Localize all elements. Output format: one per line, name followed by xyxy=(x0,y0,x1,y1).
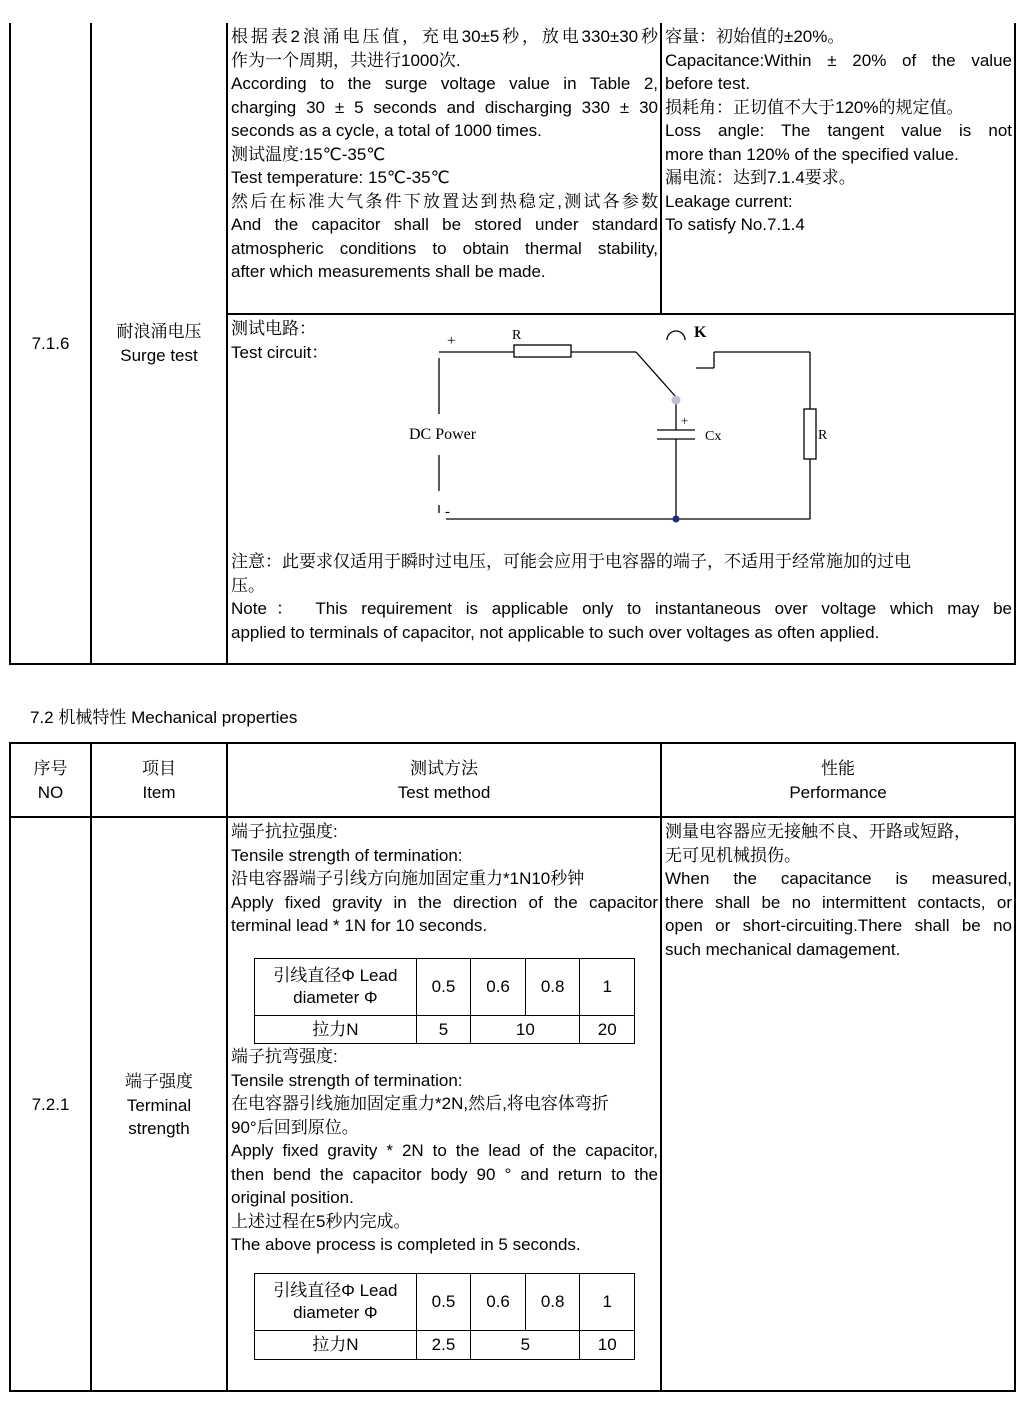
diameter-cell: 1 xyxy=(580,1274,635,1331)
diameter-cell: 0.5 xyxy=(416,959,471,1016)
circuit-switch-label: K xyxy=(694,324,707,341)
diameter-cell: 0.8 xyxy=(525,1274,580,1331)
circuit-cap-label: Cx xyxy=(705,429,722,444)
header-performance xyxy=(662,757,1014,804)
note-cn-line: 注意：此要求仅适用于瞬时过电压，可能会应用于电容器的端子，不适用于经常施加的过电 xyxy=(231,552,911,571)
surge-perf-line: Leakage current: xyxy=(665,191,793,211)
row-item xyxy=(92,1070,226,1141)
force-label: 拉力N xyxy=(255,1016,417,1044)
row-no: 7.2.1 xyxy=(31,1095,70,1114)
circuit-title-en: Test circuit： xyxy=(231,342,329,362)
row-item-en: strength xyxy=(128,1119,190,1138)
header-no-cn: 序号 xyxy=(33,759,68,778)
header-item-cn: 项目 xyxy=(142,759,176,778)
force-cell: 10 xyxy=(471,1016,580,1044)
diameter-cell: 0.8 xyxy=(525,959,580,1016)
surge-method-line: after which measurements shall be made. xyxy=(231,262,546,281)
surge-method-line: 作为一个周期，共进行1000次. xyxy=(231,50,461,70)
header-item-en: Item xyxy=(142,782,176,802)
circuit-resistor1-label: R xyxy=(512,328,522,343)
bend-line: 上述过程在5秒内完成。 xyxy=(231,1211,411,1231)
bend-line: The above process is completed in 5 seconds. xyxy=(231,1235,581,1254)
junction-dot xyxy=(673,516,680,523)
bend-line: then bend the capacitor body 90 ° and return to the xyxy=(231,1164,658,1184)
mech-perf-line: there shall be no intermittent contacts, or xyxy=(665,892,1012,912)
circuit-plus-label: + xyxy=(447,333,456,349)
bend-line: Tensile strength of termination: xyxy=(231,1070,463,1090)
mech-perf-line: such mechanical damagement. xyxy=(665,939,901,959)
force-label: 拉力N xyxy=(255,1331,417,1360)
note-en-line: applied to terminals of capacitor, not applicable to such over voltages as often applied. xyxy=(231,622,880,642)
diameter-cell: 1 xyxy=(580,959,635,1016)
mechanical-performance xyxy=(665,820,1012,961)
circuit-resistor2-label: R xyxy=(818,428,828,443)
header-method-en: Test method xyxy=(397,782,491,802)
mech-perf-line: When the capacitance is measured, xyxy=(665,869,1012,888)
surge-perf-line: Capacitance:Within ± 20% of the value xyxy=(665,50,1012,70)
bend-line: Apply fixed gravity * 2N to the lead of the capacitor, xyxy=(231,1141,658,1160)
force-cell: 10 xyxy=(580,1331,635,1360)
diameter-cell: 0.5 xyxy=(416,1274,471,1331)
tensile-method xyxy=(231,820,658,938)
surge-method-line: atmospheric conditions to obtain thermal stability, xyxy=(231,238,658,258)
circuit-title-cn: 测试电路： xyxy=(231,319,316,338)
mech-perf-line: 测量电容器应无接触不良、开路或短路， xyxy=(665,822,971,841)
tensile-line: 沿电容器端子引线方向施加固定重力*1N10秒钟 xyxy=(231,869,585,888)
tensile-force-table xyxy=(254,958,635,1044)
header-method-cn: 测试方法 xyxy=(410,759,478,778)
surge-method-line: 然后在标准大气条件下放置达到热稳定,测试各参数 xyxy=(231,191,658,211)
surge-no: 7.1.6 xyxy=(31,334,70,353)
header-method xyxy=(228,757,660,804)
bend-line: original position. xyxy=(231,1188,354,1207)
lead-diameter-header-line2: diameter Φ xyxy=(293,1303,378,1322)
diameter-cell: 0.6 xyxy=(471,959,526,1016)
surge-perf-line: To satisfy No.7.1.4 xyxy=(665,215,805,234)
bend-line: 端子抗弯强度: xyxy=(231,1047,338,1066)
tensile-line: 端子抗拉强度: xyxy=(231,822,338,841)
surge-method-line: 根据表2浪涌电压值，充电30±5秒，放电330±30秒 xyxy=(231,27,658,46)
lead-diameter-header-line1: 引线直径Φ Lead xyxy=(273,1281,398,1300)
lead-diameter-header xyxy=(255,959,417,1016)
surge-method-line: charging 30 ± 5 seconds and discharging 330 ± 30 xyxy=(231,97,658,117)
surge-perf-line: 损耗角：正切值不大于120%的规定值。 xyxy=(665,97,964,117)
bend-line: 在电容器引线施加固定重力*2N,然后,将电容体弯折 xyxy=(231,1094,609,1113)
circuit-cap-plus-label: + xyxy=(681,413,689,428)
bend-force-table xyxy=(254,1273,635,1360)
force-cell: 20 xyxy=(580,1016,635,1044)
note-cn-line: 压。 xyxy=(231,575,265,595)
header-no-en: NO xyxy=(37,782,64,802)
surge-item-cn: 耐浪涌电压 xyxy=(116,322,202,341)
tensile-line: terminal lead * 1N for 10 seconds. xyxy=(231,916,488,935)
lead-diameter-header-line1: 引线直径Φ Lead xyxy=(273,966,398,985)
surge-method-line: Test temperature: 15℃-35℃ xyxy=(231,168,450,187)
circuit-minus-label: - xyxy=(445,504,450,520)
surge-perf-line: 漏电流：达到7.1.4要求。 xyxy=(665,168,856,187)
force-cell: 2.5 xyxy=(416,1331,471,1360)
force-cell: 5 xyxy=(471,1331,580,1360)
note-en-line: Note： This requirement is applicable only to instantaneous over voltage which may be xyxy=(231,599,1012,618)
header-perf-en: Performance xyxy=(789,782,887,802)
force-cell: 5 xyxy=(416,1016,471,1044)
surge-method-line: 测试温度:15℃-35℃ xyxy=(231,144,386,164)
row-item-cn: 端子强度 xyxy=(125,1072,193,1091)
section-heading: 7.2 机械特性 Mechanical properties xyxy=(30,708,298,727)
tensile-line: Tensile strength of termination: xyxy=(231,845,463,865)
surge-method-line: According to the surge voltage value in Table 2, xyxy=(231,74,658,93)
row-item-en: Terminal xyxy=(126,1095,192,1115)
tensile-line: Apply fixed gravity in the direction of the capacitor xyxy=(231,892,658,912)
circuit-power-label: DC Power xyxy=(409,426,477,443)
surge-method-line: seconds as a cycle, a total of 1000 times. xyxy=(231,121,542,140)
header-perf-cn: 性能 xyxy=(821,759,855,778)
lead-diameter-header xyxy=(255,1274,417,1331)
bend-method xyxy=(231,1045,658,1257)
surge-perf-line: Loss angle: The tangent value is not xyxy=(665,121,1012,140)
header-no xyxy=(11,757,90,804)
switch-contact xyxy=(672,396,681,405)
surge-item-en: Surge test xyxy=(120,345,198,365)
surge-note xyxy=(231,550,1012,644)
surge-method-line: And the capacitor shall be stored under standard xyxy=(231,215,658,234)
mech-perf-line: 无可见机械损伤。 xyxy=(665,845,801,865)
mech-perf-line: open or short-circuiting.There shall be no xyxy=(665,916,1012,935)
surge-perf-line: 容量：初始值的±20%。 xyxy=(665,27,845,46)
lead-diameter-header-line2: diameter Φ xyxy=(293,988,378,1007)
header-item xyxy=(92,757,226,804)
bend-line: 90°后回到原位。 xyxy=(231,1117,359,1137)
surge-perf-line: more than 120% of the specified value. xyxy=(665,144,959,164)
diameter-cell: 0.6 xyxy=(471,1274,526,1331)
surge-perf-line: before test. xyxy=(665,74,751,93)
